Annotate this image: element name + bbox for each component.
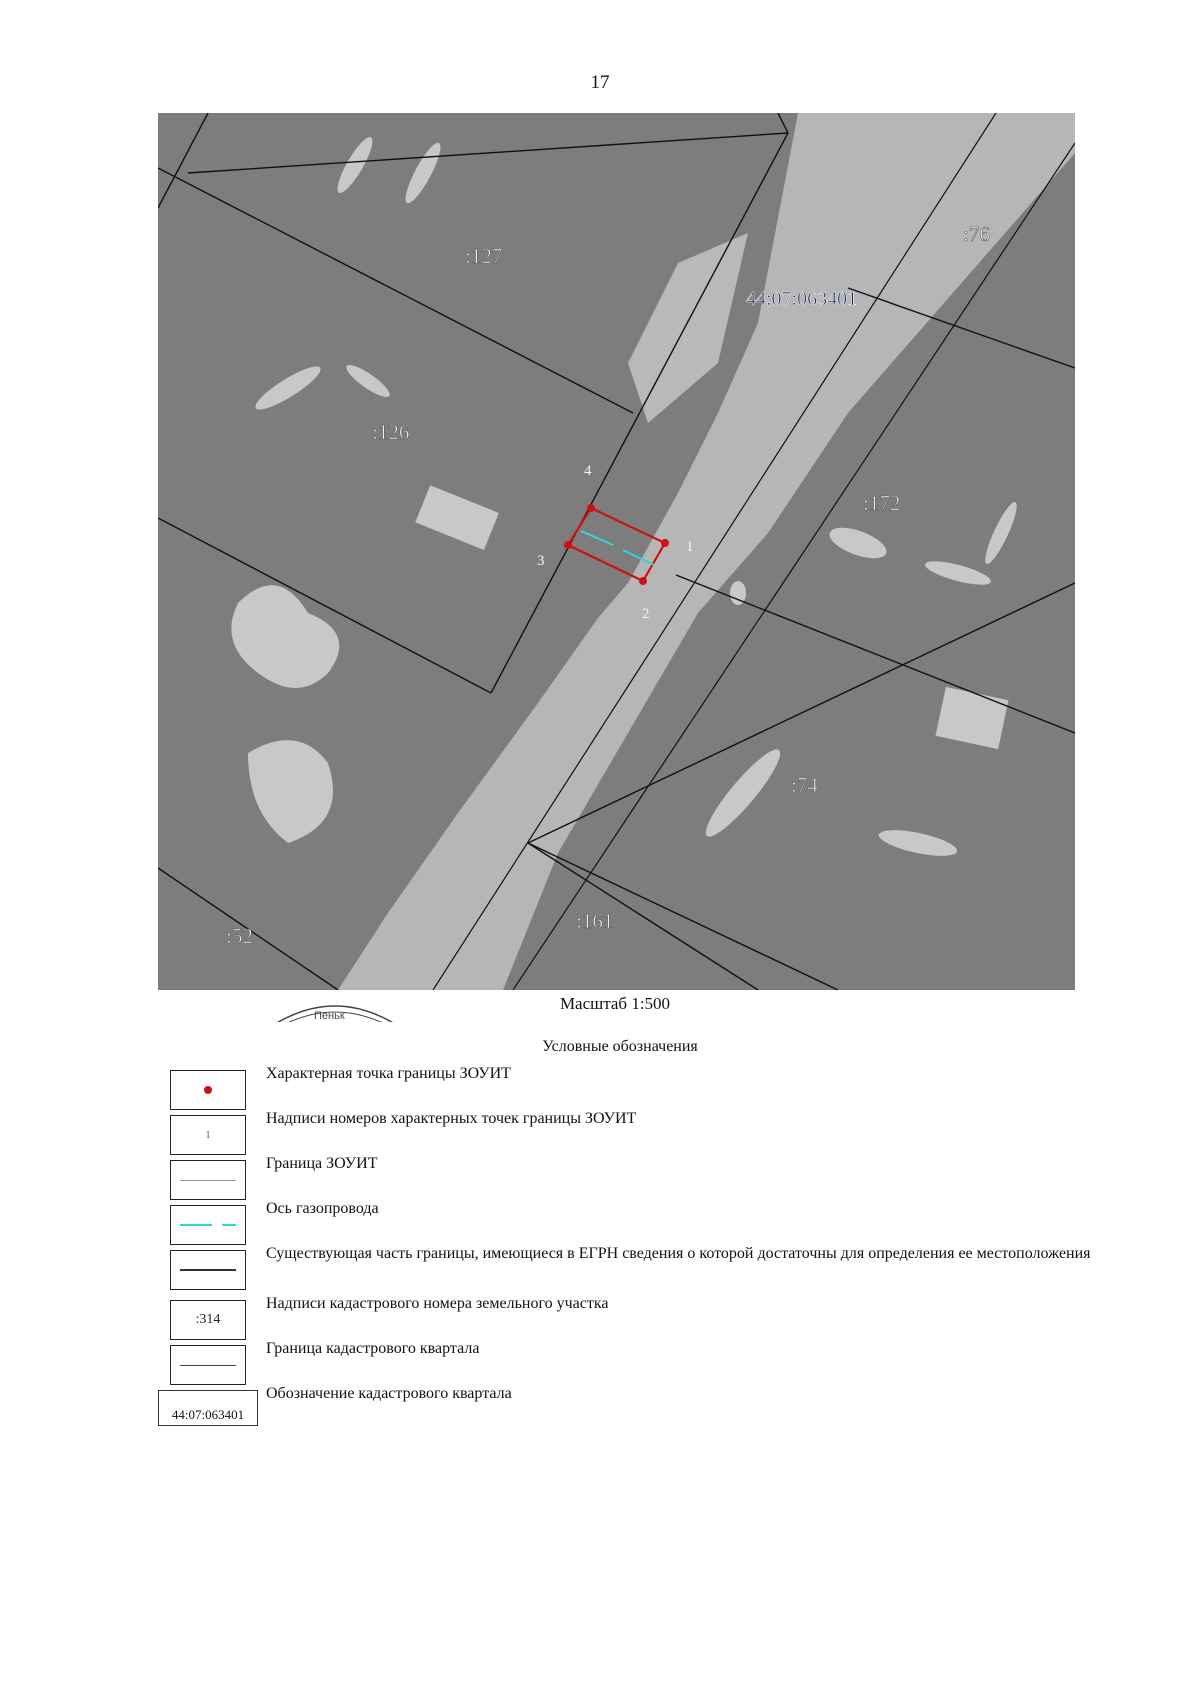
cadastral-map[interactable] [158,113,1075,990]
point-marker-3 [564,541,572,549]
point-marker-2 [639,577,647,585]
point-label-4: 4 [584,463,592,479]
legend-title: Условные обозначения [542,1038,698,1055]
point-label-3: 3 [537,553,545,569]
legend-text: Надписи номеров характерных точек границы ЗОУИТ [266,1110,637,1127]
quarter-label: 44:07:063401 [746,288,858,310]
zouit-line-icon [180,1180,236,1181]
point-label-2: 2 [642,606,650,622]
parcel-label-126: :126 [372,420,410,444]
legend-swatch-gas-axis [170,1205,246,1245]
parcel-label-74: :74 [791,773,818,797]
legend-swatch-point-number [170,1115,246,1155]
legend-text: Обозначение кадастрового квартала [266,1385,512,1402]
parcel-label-161: :161 [576,909,614,933]
legend-swatch-point [170,1070,246,1110]
point-marker-4 [587,504,595,512]
page-number: 17 [590,72,610,93]
red-dot-icon [204,1086,212,1094]
parcel-label-52: :52 [226,924,253,948]
existing-border-line-icon [180,1269,236,1271]
legend-swatch-existing-border [170,1250,246,1290]
parcel-label-172: :172 [863,491,901,515]
point-label-1: 1 [686,539,694,555]
parcel-label-127: :127 [465,244,503,268]
legend-text: Характерная точка границы ЗОУИТ [266,1065,511,1082]
sample-parcel-number: :314 [195,1312,221,1327]
legend-swatch-quarter-border [170,1345,246,1385]
legend-swatch-quarter-label: 44:07:063401 [158,1390,258,1426]
parcel-label-76: :76 [963,222,990,246]
legend-text: Граница ЗОУИТ [266,1155,378,1172]
quarter-border-line-icon [180,1365,236,1366]
map-canvas [158,113,1075,990]
point-marker-1 [661,539,669,547]
svg-text:Пеньк: Пеньк [314,1010,345,1022]
gas-axis-icon [178,1222,238,1228]
sample-number: 1 [205,1129,211,1141]
scale-label: Масштаб 1:500 [559,994,671,1013]
legend-text: Существующая часть границы, имеющиеся в ЕГРН сведения о которой достаточны для определения ее местоположения [266,1245,1091,1262]
legend-swatch-parcel-number [170,1300,246,1340]
legend-swatch-zouit-border [170,1160,246,1200]
legend-text: Надписи кадастрового номера земельного участка [266,1295,609,1312]
legend-text: Ось газопровода [266,1200,379,1217]
legend-text: Граница кадастрового квартала [266,1340,480,1357]
